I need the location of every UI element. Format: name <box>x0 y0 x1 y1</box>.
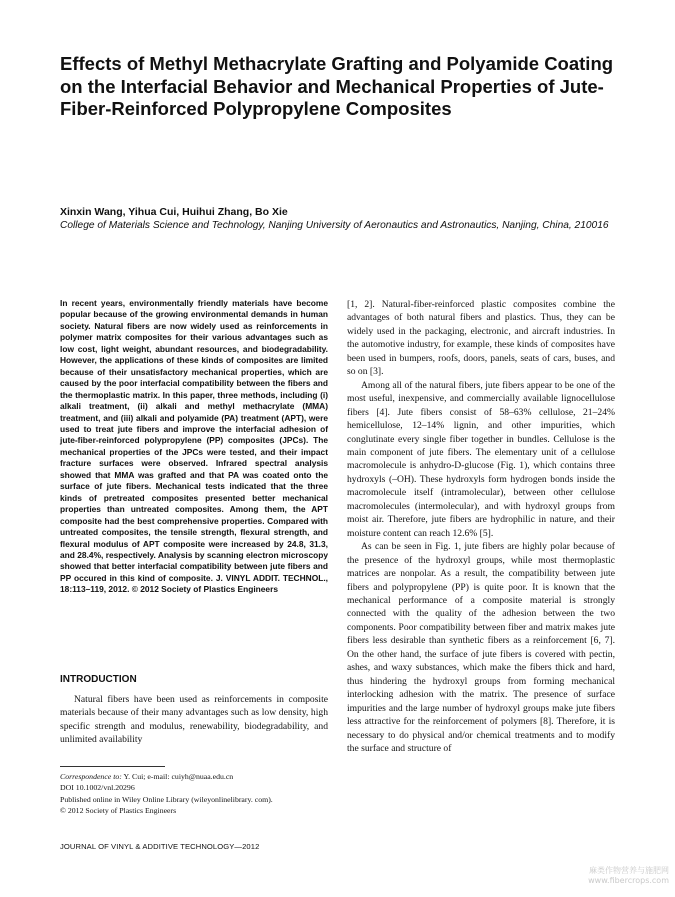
footnotes <box>60 771 328 816</box>
article-title: Effects of Methyl Methacrylate Grafting and Polyamide Coating on the Interfacial Behavior and Mechanical Properties of Jute-Fiber-Reinforced Polypropylene Composites <box>60 53 614 119</box>
published-online-line: Published online in Wiley Online Library (wileyonlinelibrary. com). <box>60 794 273 804</box>
body-paragraph: As can be seen in Fig. 1, jute fibers are highly polar because of the presence of the hydroxyl groups, while most thermoplastic matrices are nonpolar. As a result, the compatibility between jute fibers and polypropylene (PP) is quite poor. It is known that the mechanical performance of a composite material is strongly connected with the quality of the adhesion between the two components. Poor compatibility between fiber and matrix makes jute fibers less desirable than synthetic fibers as a reinforcement [6, 7]. On the other hand, the surface of jute fibers is covered with pectin, ashes, and waxy substances, which make the fibers thick and hard, thus hindering the hydroxyl groups from forming mechanical interlocking adhesion with the matrix. The presence of surface impurities and the large number of hydroxyl groups make jute fibers less attractive for the reinforcement of polymers [8]. Therefore, it is necessary to do physical and/or chemical treatments and to modify the surface and structure of <box>347 541 615 754</box>
watermark-line: www.fibercrops.com <box>588 876 669 885</box>
correspondence-text: Y. Cui; e-mail: cuiyh@nuaa.edu.cn <box>121 772 234 781</box>
journal-footer: JOURNAL OF VINYL & ADDITIVE TECHNOLOGY—2012 <box>60 842 260 851</box>
body-paragraph: Among all of the natural fibers, jute fibers appear to be one of the most useful, inexpensive, and commercially available lignocellulose fibers [4]. Jute fibers consist of 58–63% cellulose, 21–24% hemicellulose, 12–14% lignin, and other impurities, which conglutinate every single fiber together in bundles. Cellulose is the main component of jute fibers. The elementary unit of a cellulose macromolecule is anhydro-D-glucose (Fig. 1), which contains three hydroxyls (–OH). These hydroxyls form hydrogen bonds inside the macromolecule itself (intramolecular), between other cellulose macromolecules (intermolecular), and with hydroxyl groups from moist air. Therefore, jute fibers are hydrophilic in nature, and their moisture content can reach 12.6% [5]. <box>347 379 615 539</box>
correspondence-line <box>60 771 328 782</box>
author-list: Xinxin Wang, Yihua Cui, Huihui Zhang, Bo Xie <box>60 206 288 218</box>
doi-line: DOI 10.1002/vnl.20296 <box>60 783 135 793</box>
body-paragraph: [1, 2]. Natural-fiber-reinforced plastic composites combine the advantages of both natural fibers and plastics. Thus, they can be widely used in the packaging, electronic, and aircraft industries. In the automotive industry, for example, these kinds of composites have been used in bumpers, roofs, doors, panels, seats of cars, buses, and so on [3]. <box>347 299 615 378</box>
right-column <box>347 298 615 755</box>
abstract: In recent years, environmentally friendly materials have become popular because of the growing environmental demands in human society. Natural fibers are now widely used as reinforcements in polymer matrix composites for their various advantages such as low cost, light weight, abundant resources, and biodegradability. However, the applications of these kinds of composites are limited because of their unsatisfactory mechanical properties, which are caused by the poor interfacial compatibility between the fibers and the thermoplastic matrix. In this paper, three methods, including (i) alkali treatment, (ii) alkali and methyl methacrylate (MMA) treatment, and (iii) alkali and polyamide (PA) treatment (APT), were used to treat jute fibers and improve the interfacial adhesion of jute-fiber-reinforced polypropylene (PP) composites (JPCs). The mechanical properties of the JPCs were tested, and their impact fracture surfaces were observed. Infrared spectral analysis showed that MMA was grafted and that PA was coated onto the surface of jute fibers. Mechanical tests indicated that the three kinds of pretreated composites presented better mechanical properties than untreated composites. Among them, the APT composite had the best comprehensive properties. Compared with untreated composites, the tensile strength, flexural strength, and flexural modulus of APT composite were increased by 24.8, 31.3, and 28.4%, respectively. Analysis by scanning electron microscopy showed that better interfacial compatibility between jute fibers and PP occured in this kind of composite. J. VINYL ADDIT. TECHNOL., 18:113–119, 2012. © 2012 Society of Plastics Engineers <box>60 298 328 595</box>
introduction-paragraph: Natural fibers have been used as reinforcements in composite materials because of their many advantages such as low density, high specific strength and modulus, renewability, biodegradability, and unlimited availability <box>60 694 328 746</box>
footnote-divider <box>60 766 165 767</box>
section-heading-introduction: INTRODUCTION <box>60 674 137 685</box>
author-affiliation: College of Materials Science and Technology, Nanjing University of Aeronautics and Astronautics, Nanjing, China, 210016 <box>60 220 609 231</box>
correspondence-label: Correspondence to: <box>60 772 122 781</box>
copyright-line: © 2012 Society of Plastics Engineers <box>60 805 177 815</box>
watermark-line: 麻类作物营养与施肥网 <box>589 866 669 875</box>
site-watermark <box>588 866 669 886</box>
